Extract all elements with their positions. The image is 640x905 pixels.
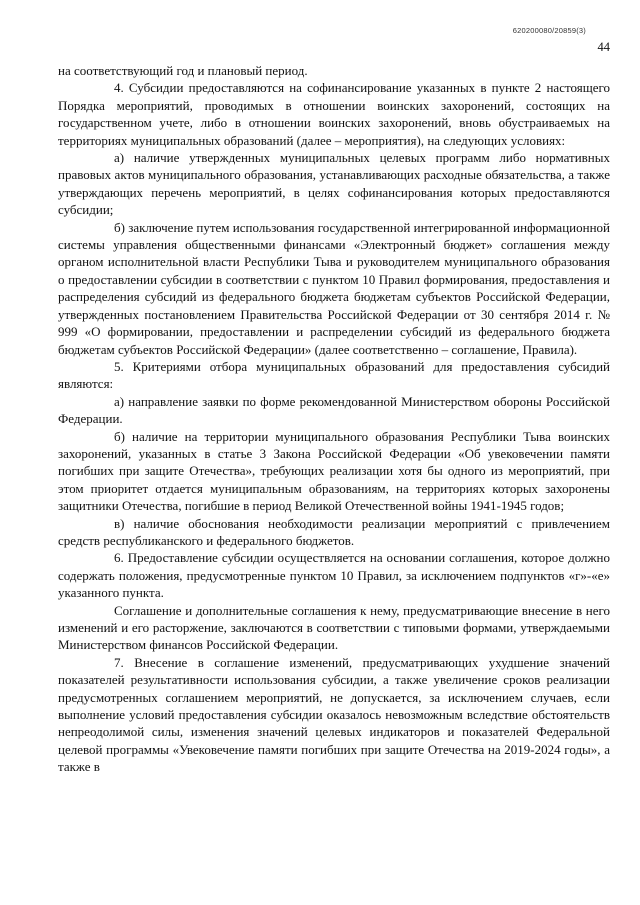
paragraph-clause-5a: а) направление заявки по форме рекомендованной Министерством обороны Российской Федерации. bbox=[58, 393, 610, 427]
document-code: 620200080/20859(3) bbox=[512, 26, 586, 35]
page-number: 44 bbox=[597, 40, 610, 54]
paragraph-clause-4: 4. Субсидии предоставляются на софинансирование указанных в пункте 2 настоящего Порядка мероприятий, проводимых в отношении воинских захоронений, состоящих на государственном учете, либо в отношении воинских захоронений, вновь обустраиваемых на территориях муниципальных образований (далее – мероприятия), на следующих условиях: bbox=[58, 80, 610, 148]
paragraph-clause-4a: а) наличие утвержденных муниципальных целевых программ либо нормативных правовых актов муниципального образования, устанавливающих расходные обязательства, а также утверждающих перечень мероприятий, в целях софинансирования которых предоставляются субсидии; bbox=[58, 150, 610, 218]
paragraph-clause-5b: б) наличие на территории муниципального образования Республики Тыва воинских захоронений, указанных в статье 3 Закона Российской Федерации «Об увековечении памяти погибших при защите Отечества», требующих реализации хотя бы одного из мероприятий, при этом приоритет отдается муниципальным образованиям, на территориях которых захоронены защитники Отечества, погибшие в период Великой Отечественной войны 1941-1945 годов; bbox=[58, 428, 610, 514]
paragraph-clause-6: 6. Предоставление субсидии осуществляется на основании соглашения, которое должно содержать положения, предусмотренные пунктом 10 Правил, за исключением подпунктов «г»-«е» указанного пункта. bbox=[58, 550, 610, 601]
paragraph-clause-4b: б) заключение путем использования государственной интегрированной информационной системы управления общественными финансами «Электронный бюджет» соглашения между органом исполнительной власти Республики Тыва и руководителем муниципального образования о предоставлении субсидии в соответствии с пунктом 10 Правил формирования, предоставления и распределения субсидий из федерального бюджета бюджетам субъектов Российской Федерации, утвержденных постановлением Правительства Российской Федерации от 30 сентября 2014 г. № 999 «О формировании, предоставлении и распределении субсидий из федерального бюджета бюджетам субъектов Российской Федерации» (далее соответственно – соглашение, Правила). bbox=[58, 219, 610, 357]
paragraph-clause-5: 5. Критериями отбора муниципальных образований для предоставления субсидий являются: bbox=[58, 358, 610, 392]
paragraph-clause-7: 7. Внесение в соглашение изменений, предусматривающих ухудшение значений показателей результативности использования субсидии, а также увеличение сроков реализации предусмотренных соглашением мероприятий, не допускается, за исключением случаев, если выполнение условий предоставления субсидии оказалось невозможным вследствие обстоятельств непреодолимой силы, изменения значений целевых индикаторов и показателей Федеральной целевой программы «Увековечение памяти погибших при защите Отечества на 2019-2024 годы», а также в bbox=[58, 654, 610, 775]
paragraph-continuation: на соответствующий год и плановый период. bbox=[58, 63, 308, 78]
document-body bbox=[58, 62, 610, 776]
paragraph-clause-6-agreements: Соглашение и дополнительные соглашения к нему, предусматривающие внесение в него изменений и его расторжение, заключаются в соответствии с типовыми формами, утверждаемыми Министерством финансов Российской Федерации. bbox=[58, 602, 610, 653]
paragraph-clause-5v: в) наличие обоснования необходимости реализации мероприятий с привлечением средств республиканского и федерального бюджетов. bbox=[58, 515, 610, 548]
